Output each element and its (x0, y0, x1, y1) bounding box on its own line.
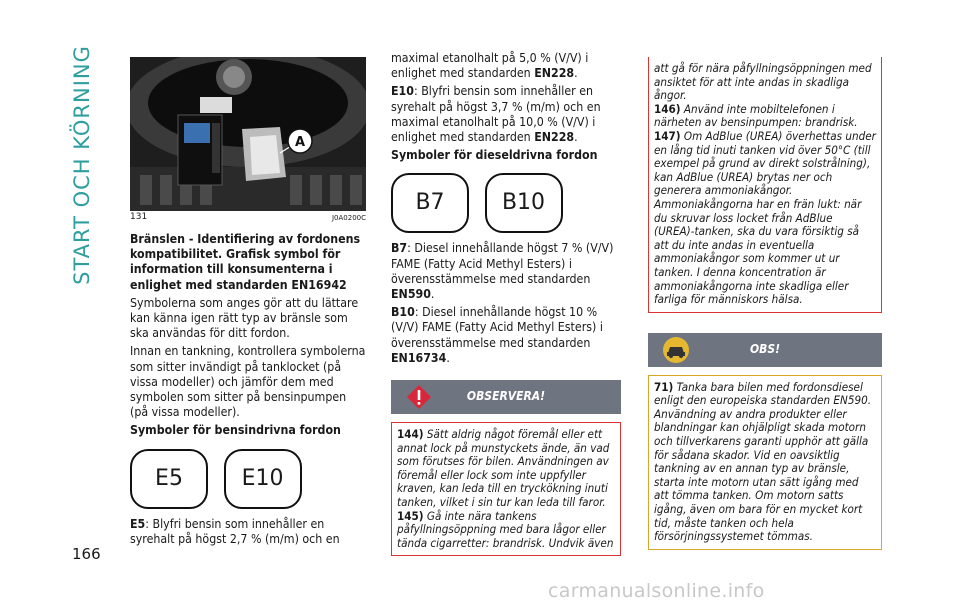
diesel-heading: Symboler för dieseldrivna fordon (391, 148, 598, 163)
petrol-heading: Symboler för bensindrivna fordon (130, 423, 341, 438)
warning-icon (405, 383, 433, 411)
column-2 (391, 51, 621, 556)
warning-title: OBSERVERA! (466, 389, 546, 404)
watermark: carmanualsonline.info (548, 580, 765, 602)
warning-banner (391, 380, 621, 414)
figure-number: 131 (130, 212, 148, 222)
paragraph: Innan en tankning, kontrollera symbolerna som sitter invändigt på tanklocket (på vissa modeller) och jämför dem med symbolen som sitter på bensinpumpen (på vissa modeller). (130, 344, 366, 420)
paragraph: B7: Diesel innehållande högst 7 % (V/V) FAME (Fatty Acid Methyl Esters) i överensstämmelse med standarden EN590. (391, 241, 614, 302)
figure-code: J0A0200C (331, 214, 366, 222)
fuel-heading: Bränslen - Identifiering av fordonens kompatibilitet. Grafisk symbol för information till konsumenterna i enlighet med standarden EN16942 (130, 232, 361, 292)
section-side-tab: START OCH KÖRNING (70, 45, 94, 285)
symbol-b10: B10 (485, 173, 563, 233)
paragraph: B10: Diesel innehållande högst 10 % (V/V) FAME (Fatty Acid Methyl Esters) i överensstämmelse med standarden EN16734. (391, 305, 603, 365)
symbol-e10: E10 (224, 449, 302, 509)
page-number: 166 (72, 545, 101, 563)
note-title: OBS! (749, 342, 781, 357)
symbol-e5: E5 (130, 449, 208, 509)
paragraph: maximal etanolhalt på 5,0 % (V/V) i enlighet med standarden EN228. (391, 51, 589, 81)
warning-box: 144) Sätt aldrig något föremål eller ett annat lock på munstyckets ände, än vad som förutses för bilen. Användningen av föremål eller lock som inte uppfyller kraven, kan leda till en tryckökning inuti tanken, vilket i sin tur kan leda till faror. 145) Gå inte nära tankens påfyllningsöppning med bara lågor eller tända cigarretter: brandrisk. Undvik även (391, 422, 621, 556)
car-damage-icon (662, 336, 690, 364)
column-3 (648, 57, 882, 550)
paragraph: E5: Blyfri bensin som innehåller en syrehalt på högst 2,7 % (m/m) och en (130, 516, 340, 546)
fuel-filler-photo (130, 57, 366, 211)
column-1 (130, 232, 366, 550)
paragraph: Symbolerna som anges gör att du lättare kan känna igen rätt typ av bränsle som ska användas för ditt fordon. (130, 295, 359, 341)
callout-label: A (294, 135, 306, 150)
paragraph: E10: Blyfri bensin som innehåller en syrehalt på högst 3,7 % (m/m) och en maximal etanolhalt på 10,0 % (V/V) i enlighet med standarden EN228. (391, 84, 601, 145)
warning-box-continued: att gå för nära påfyllningsöppningen med ansiktet för att inte andas in skadliga ångor. 146) Använd inte mobiltelefonen i närheten av bensinpumpen: brandrisk. 147) Om AdBlue (UREA) överhettas under en lång tid inuti tanken vid över 50°C (till exempel på grund av direkt solstrålning), kan AdBlue (UREA) brytas ner och generera ammoniakångor. Ammoniakångorna har en frän lukt: när du skruvar loss locket från AdBlue (UREA)-tanken, ska du vara försiktig så att du inte andas in eventuella ammoniakångor som kommer ut ur tanken. I denna koncentration är ammoniakångorna inte skadliga eller farliga för människors hälsa. (648, 57, 882, 313)
note-banner (648, 333, 882, 367)
note-box: 71) Tanka bara bilen med fordonsdiesel enligt den europeiska standarden EN590. Användning av andra produkter eller blandningar kan ohjälpligt skada motorn och tillverkarens garanti upphör att gälla för sådana skador. Vid en oavsiktlig tankning av en annan typ av bränsle, starta inte motorn utan sätt igång med att tömma tanken. Om motorn satts igång, även om bara för en mycket kort tid, måste tanken och hela försörjningssystemet tömmas. (648, 375, 882, 550)
symbol-b7: B7 (391, 173, 469, 233)
